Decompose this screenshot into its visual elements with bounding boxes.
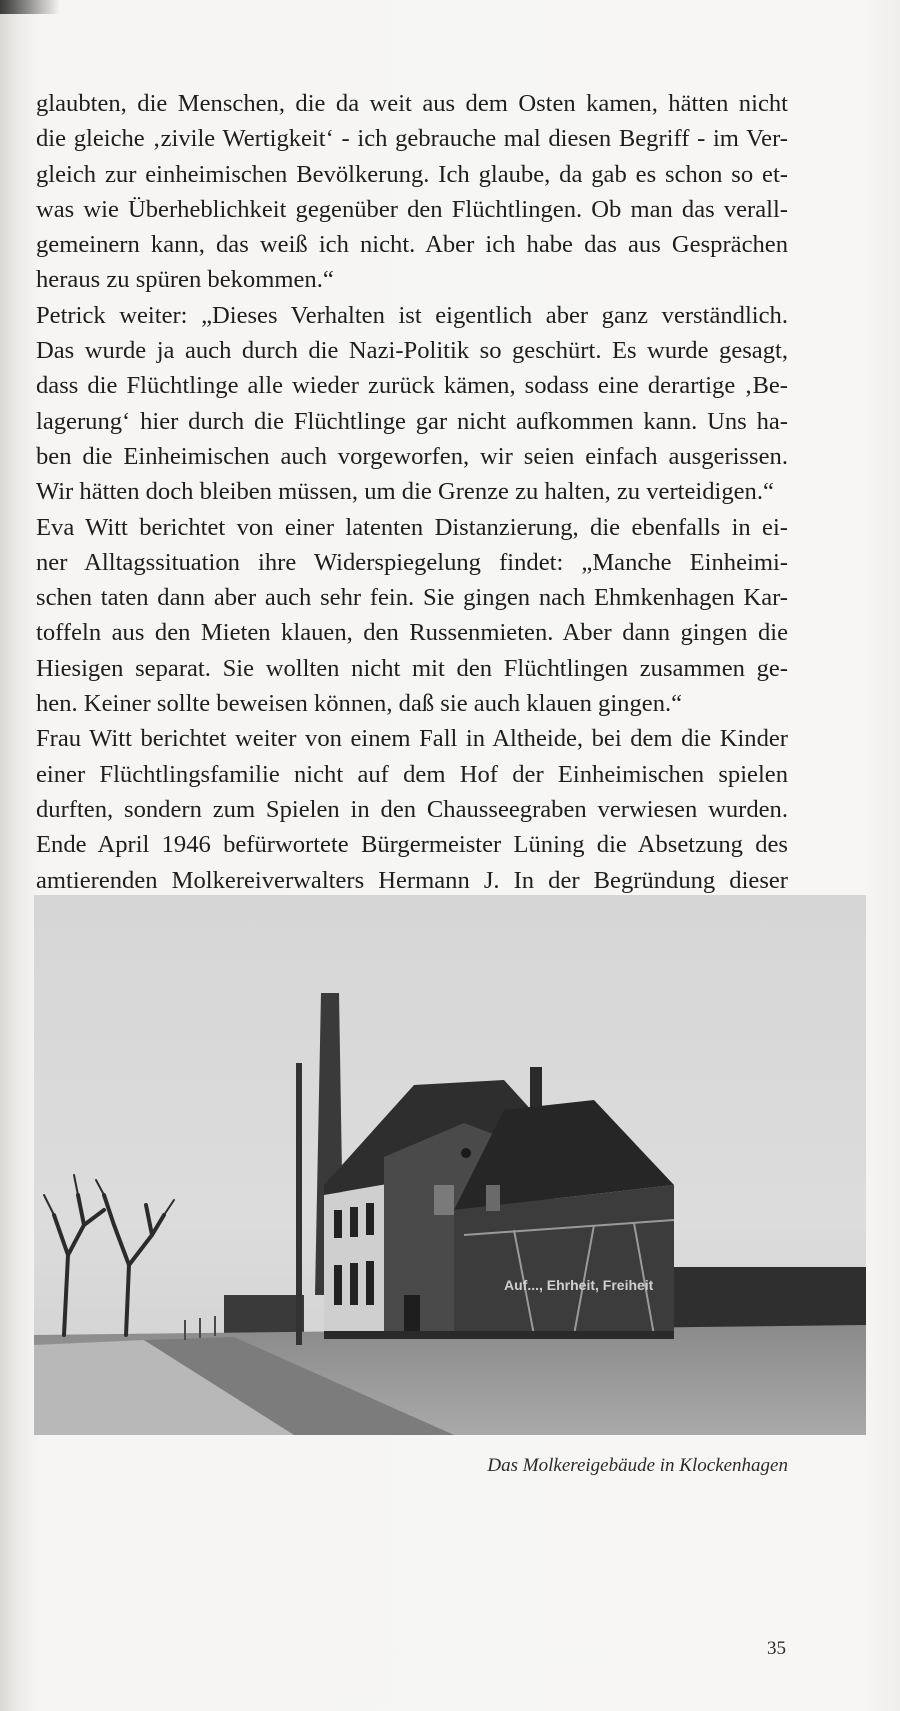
text-line: hen. Keiner sollte beweisen können, daß sie auch klauen gingen.“ [36, 690, 683, 718]
text-line: Hiesigen separat. Sie wollten nicht mit den Flüchtlingen zusammen ge- [36, 654, 788, 682]
text-line: Eva Witt berichtet von einer latenten Distanzierung, die ebenfalls in ei- [36, 513, 788, 541]
dairy-building-photo [34, 895, 866, 1435]
text-line: Frau Witt berichtet weiter von einem Fall in Altheide, bei dem die Kinder [36, 725, 788, 753]
text-line: Das wurde ja auch durch die Nazi-Politik so geschürt. Es wurde gesagt, [36, 337, 788, 365]
text-line: ben die Einheimischen auch vorgeworfen, wir seien einfach ausgerissen. [36, 442, 788, 470]
text-line: amtierenden Molkereiverwalters Hermann J. In der Begründung dieser [36, 866, 788, 894]
text-line: Wir hätten doch bleiben müssen, um die Grenze zu halten, zu verteidigen.“ [36, 478, 774, 506]
text-line: gleich zur einheimischen Bevölkerung. Ich glaube, da gab es schon so et- [36, 160, 788, 188]
text-line: lagerung‘ hier durch die Flüchtlinge gar nicht aufkommen kann. Uns ha- [36, 407, 788, 435]
text-line: Ende April 1946 befürwortete Bürgermeister Lüning die Absetzung des [36, 831, 788, 859]
text-line: gemeinern kann, das weiß ich nicht. Aber ich habe das aus Gesprächen [36, 231, 788, 259]
text-line: dass die Flüchtlinge alle wieder zurück kämen, sodass eine derartige ‚Be- [36, 372, 788, 400]
text-line: toffeln aus den Mieten klauen, den Russenmieten. Aber dann gingen die [36, 619, 788, 647]
text-line: heraus zu spüren bekommen.“ [36, 266, 334, 294]
text-line: durften, sondern zum Spielen in den Chausseegraben verwiesen wurden. [36, 795, 788, 823]
photo-caption: Das Molkereigebäude in Klockenhagen [487, 1455, 788, 1476]
body-text [36, 86, 788, 898]
text-line: was wie Überheblichkeit gegenüber den Flüchtlingen. Ob man das verall- [36, 195, 788, 223]
text-line: ner Alltagssituation ihre Widerspiegelung findet: „Manche Einheimi- [36, 548, 788, 576]
text-line: schen taten dann aber auch sehr fein. Sie gingen nach Ehmkenhagen Kar- [36, 584, 788, 612]
text-line: glaubten, die Menschen, die da weit aus dem Osten kamen, hätten nicht [36, 90, 788, 117]
text-line: einer Flüchtlingsfamilie nicht auf dem Hof der Einheimischen spielen [36, 760, 788, 788]
scan-corner-shadow [0, 0, 60, 14]
page-number: 35 [767, 1638, 786, 1659]
wall-lettering: Auf..., Ehrheit, Freiheit [504, 1277, 654, 1293]
text-line: die gleiche ‚zivile Wertigkeit‘ - ich gebrauche mal diesen Begriff - im Ver- [36, 125, 788, 153]
text-line: Petrick weiter: „Dieses Verhalten ist eigentlich aber ganz verständlich. [36, 301, 788, 329]
